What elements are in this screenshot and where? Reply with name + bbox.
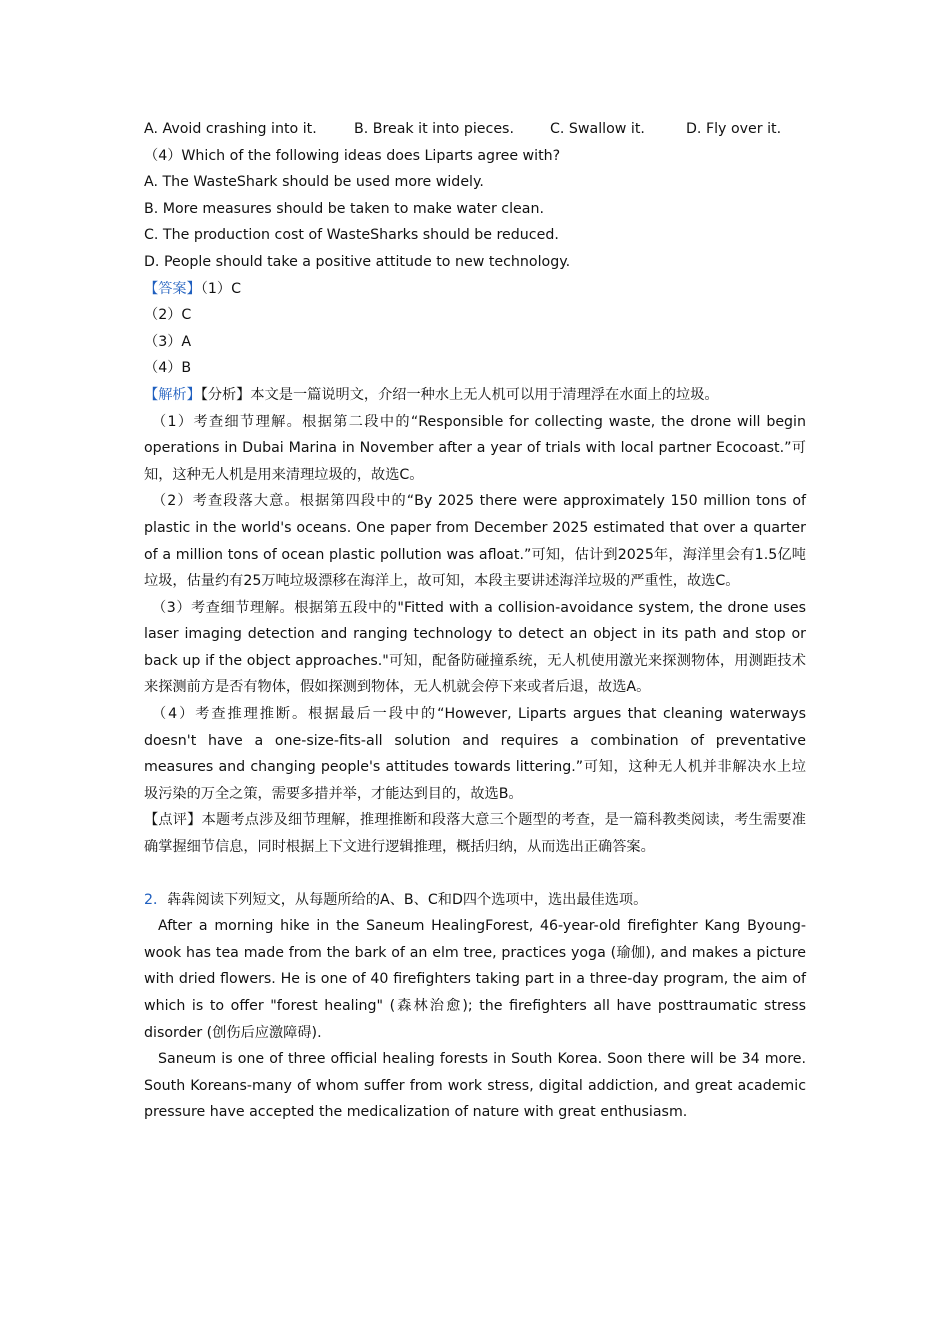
spacer <box>144 861 806 887</box>
passage-paragraph-1: After a morning hike in the Saneum HealingForest, 46-year-old firefighter Kang Byoung-wook has tea made from the bark of an elm tree, practices yoga (瑜伽), and makes a picture with dried flowers. He is one of 40 firefighters taking part in a three-day program, the aim of which is to offer "forest healing" (森林治愈); the firefighters all have posttraumatic stress disorder (创伤后应激障碍). <box>144 918 806 1041</box>
answer-tag: 【答案】 <box>144 280 201 297</box>
question-4-stem: （4）Which of the following ideas does Liparts agree with? <box>144 147 561 164</box>
analysis-intro-text: 【分析】本文是一篇说明文，介绍一种水上无人机可以用于清理浮在水面上的垃圾。 <box>200 386 719 403</box>
analysis-item-3: （3）考查细节理解。根据第五段中的"Fitted with a collision-avoidance system, the drone uses laser imaging detection and ranging technology to detect an object in its path and stop or back up if the object approaches."可知，配备防碰撞系统，无人机使用激光来探测物体，用测距技术来探测前方是否有物体，假如探测到物体，无人机就会停下来或者后退，故选A。 <box>144 599 806 696</box>
question-4-option-b: B. More measures should be taken to make water clean. <box>144 200 544 217</box>
answer-3: （3）A <box>144 333 192 350</box>
question-3-options <box>144 116 806 143</box>
analysis-item-4: （4）考查推理推断。根据最后一段中的“However, Liparts argues that cleaning waterways doesn't have a one-size-fits-all solution and requires a combination of preventative measures and changing people's attitudes towards littering.”可知，这种无人机并非解决水上垃圾污染的万全之策，需要多措并举，才能达到目的，故选B。 <box>144 706 806 802</box>
question-4-option-a: A. The WasteShark should be used more widely. <box>144 174 484 191</box>
analysis-intro <box>144 382 806 409</box>
answer-4: （4）B <box>144 360 192 377</box>
answer-1: （1）C <box>200 280 241 297</box>
question-4-option-c: C. The production cost of WasteSharks should be reduced. <box>144 227 559 244</box>
question-4-option-d: D. People should take a positive attitude to new technology. <box>144 253 571 270</box>
option-b: B. Break it into pieces. <box>354 121 514 137</box>
option-c: C. Swallow it. <box>550 121 645 137</box>
question-2-instruction: 犇犇阅读下列短文，从每题所给的A、B、C和D四个选项中，选出最佳选项。 <box>167 891 648 908</box>
passage-paragraph-2: Saneum is one of three official healing forests in South Korea. Soon there will be 34 more. South Koreans-many of whom suffer from work stress, digital addiction, and great academic pressure have accepted the medicalization of nature with great enthusiasm. <box>144 1051 806 1121</box>
question-2-number: 2． <box>144 891 168 908</box>
option-a: A. Avoid crashing into it. <box>144 121 317 137</box>
analysis-item-1: （1）考查细节理解。根据第二段中的“Responsible for collecting waste, the drone will begin operations in Dubai Marina in November after a year of trials with local partner Ecocoast.”可知，这种无人机是用来清理垃圾的，故选C。 <box>144 413 806 483</box>
analysis-comment: 【点评】本题考点涉及细节理解，推理推断和段落大意三个题型的考查，是一篇科教类阅读，考生需要准确掌握细节信息，同时根据上下文进行逻辑推理，概括归纳，从而选出正确答案。 <box>144 812 806 856</box>
analysis-tag: 【解析】 <box>144 386 201 403</box>
option-d: D. Fly over it. <box>686 121 782 137</box>
document-page <box>144 116 806 1126</box>
analysis-item-2: （2）考查段落大意。根据第四段中的“By 2025 there were approximately 150 million tons of plastic in the world's oceans. One paper from December 2025 estimated that over a quarter of a million tons of ocean plastic pollution was afloat.”可知，估计到2025年，海洋里会有1.5亿吨垃圾，估量约有25万吨垃圾漂移在海洋上，故可知，本段主要讲述海洋垃圾的严重性，故选C。 <box>144 493 806 590</box>
answer-2: （2）C <box>144 307 192 324</box>
question-2-heading <box>144 887 806 914</box>
answer-block <box>144 276 806 303</box>
